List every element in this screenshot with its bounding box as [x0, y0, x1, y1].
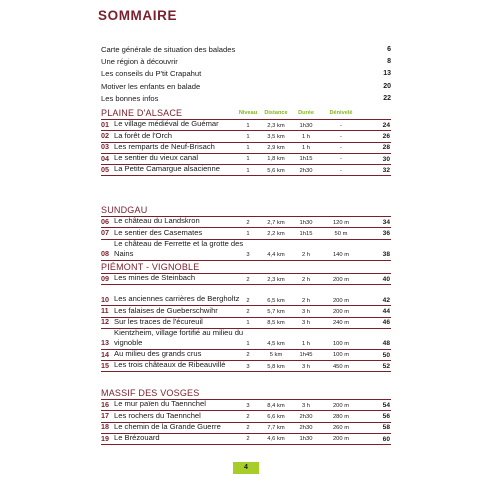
region-title: SUNDGAU [101, 205, 148, 215]
walk-number: 11 [101, 306, 109, 316]
walk-niveau: 3 [246, 251, 250, 258]
walk-niveau: 2 [246, 413, 250, 420]
walk-name: Le château de Ferrette et la grotte des Nains [114, 238, 244, 258]
walk-deniv: - [340, 156, 342, 163]
walk-page: 52 [382, 362, 390, 370]
walk-number: 04 [101, 153, 109, 163]
walk-duree: 1h30 [299, 219, 313, 226]
walk-deniv: - [340, 167, 342, 174]
walk-niveau: 2 [246, 425, 250, 432]
walk-name: Le sentier des Casemates [114, 227, 203, 237]
walk-niveau: 1 [246, 341, 250, 348]
walk-name: Les anciennes carrières de Bergholtz [114, 294, 240, 304]
walk-duree: 2h30 [299, 167, 313, 174]
column-header-duree: Durée [298, 110, 314, 116]
walk-distance: 2,3 km [267, 122, 285, 129]
walk-deniv: 50 m [334, 230, 348, 237]
walk-duree: 1 h [301, 133, 311, 140]
walk-number: 06 [101, 216, 109, 226]
walk-deniv: 100 m [332, 352, 350, 359]
walk-name: La Petite Camargue alsacienne [114, 164, 220, 174]
walk-name: Le village médiéval de Guémar [114, 119, 219, 129]
walk-distance: 5,6 km [267, 167, 285, 174]
walk-distance: 4,5 km [267, 341, 285, 348]
walk-duree: 1 h [301, 145, 311, 152]
walk-niveau: 2 [246, 219, 250, 226]
walk-row[interactable] [101, 361, 391, 372]
walk-niveau: 2 [246, 297, 250, 304]
walk-name: Le mur païen du Taennchel [114, 399, 206, 409]
walk-page: 32 [382, 166, 390, 174]
walk-distance: 5 km [269, 352, 283, 359]
walk-deniv: - [340, 122, 342, 129]
walk-number: 18 [101, 422, 109, 432]
walk-duree: 1h15 [299, 156, 313, 163]
page-number-badge: 4 [233, 462, 259, 474]
walk-niveau: 1 [246, 156, 250, 163]
walk-row[interactable] [101, 274, 391, 285]
intro-item-label: Motiver les enfants en balade [101, 81, 201, 91]
column-header-distance: Distance [264, 110, 288, 116]
walk-number: 08 [101, 249, 109, 259]
walk-deniv: 260 m [332, 425, 350, 432]
intro-list [101, 43, 391, 104]
walk-deniv: 200 m [332, 402, 350, 409]
walk-niveau: 1 [246, 167, 250, 174]
walk-niveau: 1 [246, 320, 250, 327]
walk-duree: 2h30 [299, 425, 313, 432]
walk-duree: 1h15 [299, 230, 313, 237]
walk-name: Les mines de Steinbach [114, 273, 196, 283]
walk-distance: 8,4 km [267, 402, 285, 409]
walk-page: 56 [382, 413, 390, 421]
walk-duree: 2h30 [299, 413, 313, 420]
walk-distance: 2,7 km [267, 219, 285, 226]
intro-item-page: 6 [387, 45, 391, 53]
region-section [101, 205, 391, 261]
walk-niveau: 2 [246, 352, 250, 359]
walk-page: 26 [382, 133, 390, 141]
column-header-niveau: Niveau [238, 110, 258, 116]
walk-distance: 6,6 km [267, 413, 285, 420]
walk-name: Les rochers du Taennchel [114, 410, 201, 420]
intro-item-label: Les conseils du P'tit Crapahut [101, 69, 202, 79]
walk-number: 16 [101, 399, 109, 409]
walk-name: Sur les traces de l'écureuil [114, 316, 203, 326]
intro-item-page: 13 [383, 70, 391, 78]
walk-page: 36 [382, 230, 390, 238]
walk-number: 05 [101, 164, 109, 174]
walk-distance: 5,8 km [267, 363, 285, 370]
walk-name: Les trois châteaux de Ribeauvillé [114, 360, 226, 370]
intro-item[interactable] [101, 80, 391, 92]
walk-deniv: 200 m [332, 308, 350, 315]
intro-item[interactable] [101, 68, 391, 80]
walk-name: La forêt de l'Orch [114, 130, 173, 140]
walk-deniv: 240 m [332, 320, 350, 327]
walk-number: 03 [101, 142, 109, 152]
walk-duree: 3 h [301, 363, 311, 370]
walk-page: 46 [382, 319, 390, 327]
walk-deniv: 280 m [332, 413, 350, 420]
walk-row[interactable] [101, 240, 391, 261]
walk-duree: 3 h [301, 402, 311, 409]
walk-deniv: - [340, 133, 342, 140]
walk-deniv: 200 m [332, 276, 350, 283]
walk-distance: 8,5 km [267, 320, 285, 327]
walk-name: Le Brézouard [114, 433, 160, 443]
walk-deniv: 100 m [332, 341, 350, 348]
walk-duree: 2 h [301, 297, 311, 304]
intro-item-label: Les bonnes infos [101, 93, 159, 103]
walk-number: 07 [101, 228, 109, 238]
walk-page: 54 [382, 401, 390, 409]
walk-row[interactable] [101, 228, 391, 239]
walk-niveau: 1 [246, 145, 250, 152]
walk-name: Les remparts de Neuf-Brisach [114, 141, 215, 151]
walk-number: 17 [101, 411, 109, 421]
walk-name: Au milieu des grands crus [114, 349, 202, 359]
walk-number: 14 [101, 349, 109, 359]
walk-deniv: 200 m [332, 436, 350, 443]
region-header [101, 262, 391, 274]
walk-name: Le sentier du vieux canal [114, 153, 199, 163]
walk-niveau: 2 [246, 436, 250, 443]
walk-number: 01 [101, 119, 109, 129]
walk-name: Le chemin de la Grande Guerre [114, 421, 221, 431]
intro-item-label: Une région à découvrir [101, 56, 178, 66]
walk-page: 42 [382, 296, 390, 304]
walk-distance: 4,4 km [267, 251, 285, 258]
walk-distance: 5,7 km [267, 308, 285, 315]
walk-name: Le château du Landskron [114, 216, 200, 226]
walk-deniv: - [340, 145, 342, 152]
walk-distance: 1,8 km [267, 156, 285, 163]
walk-niveau: 2 [246, 308, 250, 315]
walk-row[interactable] [101, 318, 391, 329]
region-section [101, 262, 391, 372]
walk-number: 13 [101, 338, 109, 348]
walk-page: 44 [382, 308, 390, 316]
region-title: PLAINE D'ALSACE [101, 108, 183, 118]
walk-duree: 2 h [301, 276, 311, 283]
walk-distance: 6,5 km [267, 297, 285, 304]
region-section [101, 388, 391, 445]
intro-item-label: Carte générale de situation des balades [101, 44, 236, 54]
region-title: MASSIF DES VOSGES [101, 388, 200, 398]
walk-row[interactable] [101, 165, 391, 176]
walk-page: 24 [382, 121, 390, 129]
column-header-deniv: Dénivelé [329, 110, 353, 116]
region-header [101, 205, 391, 217]
walk-niveau: 1 [246, 133, 250, 140]
walk-distance: 4,6 km [267, 436, 285, 443]
walk-page: 40 [382, 275, 390, 283]
walk-page: 34 [382, 218, 390, 226]
walk-name: Kientzheim, village fortifié au milieu du vignoble [114, 328, 244, 347]
walk-number: 09 [101, 273, 109, 283]
page-title: SOMMAIRE [98, 8, 178, 23]
walk-deniv: 140 m [332, 251, 350, 258]
walk-row[interactable] [101, 434, 391, 445]
walk-row[interactable] [101, 329, 391, 350]
region-section [101, 108, 391, 176]
walk-distance: 7,7 km [267, 425, 285, 432]
walk-duree: 3 h [301, 320, 311, 327]
walk-deniv: 450 m [332, 363, 350, 370]
walk-distance: 2,3 km [267, 276, 285, 283]
walk-niveau: 1 [246, 230, 250, 237]
walk-number: 15 [101, 360, 109, 370]
walk-niveau: 3 [246, 402, 250, 409]
intro-item-page: 20 [383, 82, 391, 90]
walk-niveau: 2 [246, 276, 250, 283]
walk-number: 12 [101, 317, 109, 327]
walk-number: 02 [101, 131, 109, 141]
walk-deniv: 200 m [332, 297, 350, 304]
walk-page: 28 [382, 144, 390, 152]
region-title: PIÉMONT - VIGNOBLE [101, 262, 200, 272]
walk-distance: 2,2 km [267, 230, 285, 237]
walk-duree: 1 h [301, 341, 311, 348]
walk-niveau: 1 [246, 122, 250, 129]
intro-item[interactable] [101, 55, 391, 67]
walk-duree: 2 h [301, 251, 311, 258]
walk-distance: 2,9 km [267, 145, 285, 152]
walk-page: 58 [382, 424, 390, 432]
walk-number: 19 [101, 433, 109, 443]
walk-page: 38 [382, 251, 390, 259]
intro-item[interactable] [101, 92, 391, 104]
region-header [101, 388, 391, 400]
walk-deniv: 120 m [332, 219, 350, 226]
walk-page: 60 [382, 435, 390, 443]
walk-duree: 1h30 [299, 436, 313, 443]
region-header [101, 108, 391, 120]
walk-distance: 3,5 km [267, 133, 285, 140]
walk-page: 50 [382, 351, 390, 359]
walk-page: 48 [382, 340, 390, 348]
intro-item-page: 8 [387, 57, 391, 65]
walk-duree: 1h30 [299, 122, 313, 129]
walk-niveau: 3 [246, 363, 250, 370]
walk-duree: 1h45 [299, 352, 313, 359]
walk-duree: 3 h [301, 308, 311, 315]
walk-name: Les falaises de Gueberschwihr [114, 305, 218, 315]
walk-page: 30 [382, 155, 390, 163]
intro-item-page: 22 [383, 94, 391, 102]
walk-number: 10 [101, 294, 109, 304]
walk-row[interactable] [101, 285, 391, 306]
intro-item[interactable] [101, 43, 391, 55]
